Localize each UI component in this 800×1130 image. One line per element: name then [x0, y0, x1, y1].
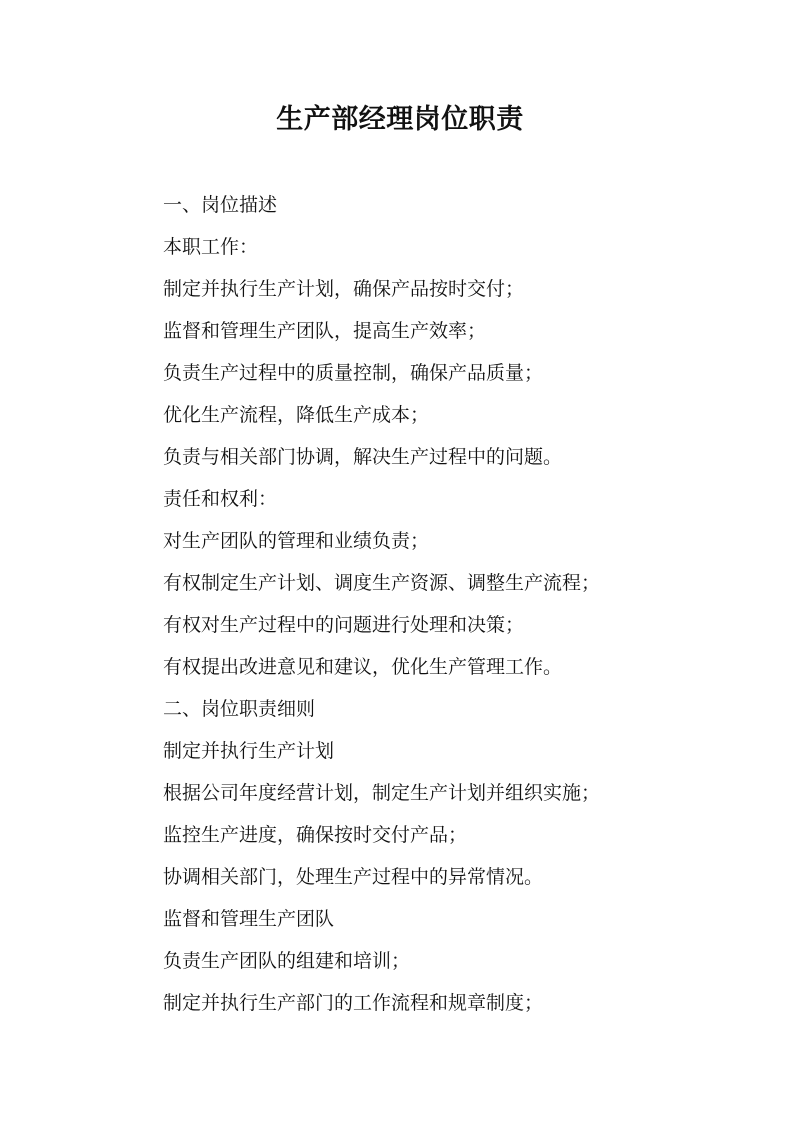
subheading-production-plan: 制定并执行生产计划: [163, 740, 335, 762]
text-line: 有权对生产过程中的问题进行处理和决策；: [163, 614, 525, 636]
subheading-responsibilities-rights: 责任和权利：: [163, 488, 278, 510]
text-line: 负责生产过程中的质量控制，确保产品质量；: [163, 362, 544, 384]
text-line: 负责与相关部门协调，解决生产过程中的问题。: [163, 446, 563, 468]
document-title: 生产部经理岗位职责: [276, 104, 524, 135]
section-heading-job-description: 一、岗位描述: [163, 194, 278, 216]
text-line: 负责生产团队的组建和培训；: [163, 950, 411, 972]
text-line: 对生产团队的管理和业绩负责；: [163, 530, 430, 552]
document-body: [163, 184, 763, 1024]
subheading-team-management: 监督和管理生产团队: [163, 908, 335, 930]
text-line: 监督和管理生产团队，提高生产效率；: [163, 320, 487, 342]
text-line: 有权提出改进意见和建议，优化生产管理工作。: [163, 656, 563, 678]
section-heading-duty-details: 二、岗位职责细则: [163, 698, 316, 720]
text-line: 协调相关部门，处理生产过程中的异常情况。: [163, 866, 544, 888]
subheading-core-duties: 本职工作：: [163, 236, 259, 258]
text-line: 制定并执行生产计划，确保产品按时交付；: [163, 278, 525, 300]
text-line: 制定并执行生产部门的工作流程和规章制度；: [163, 992, 544, 1014]
text-line: 优化生产流程，降低生产成本；: [163, 404, 430, 426]
text-line: 监控生产进度，确保按时交付产品；: [163, 824, 468, 846]
text-line: 有权制定生产计划、调度生产资源、调整生产流程；: [163, 572, 601, 594]
text-line: 根据公司年度经营计划，制定生产计划并组织实施；: [163, 782, 601, 804]
